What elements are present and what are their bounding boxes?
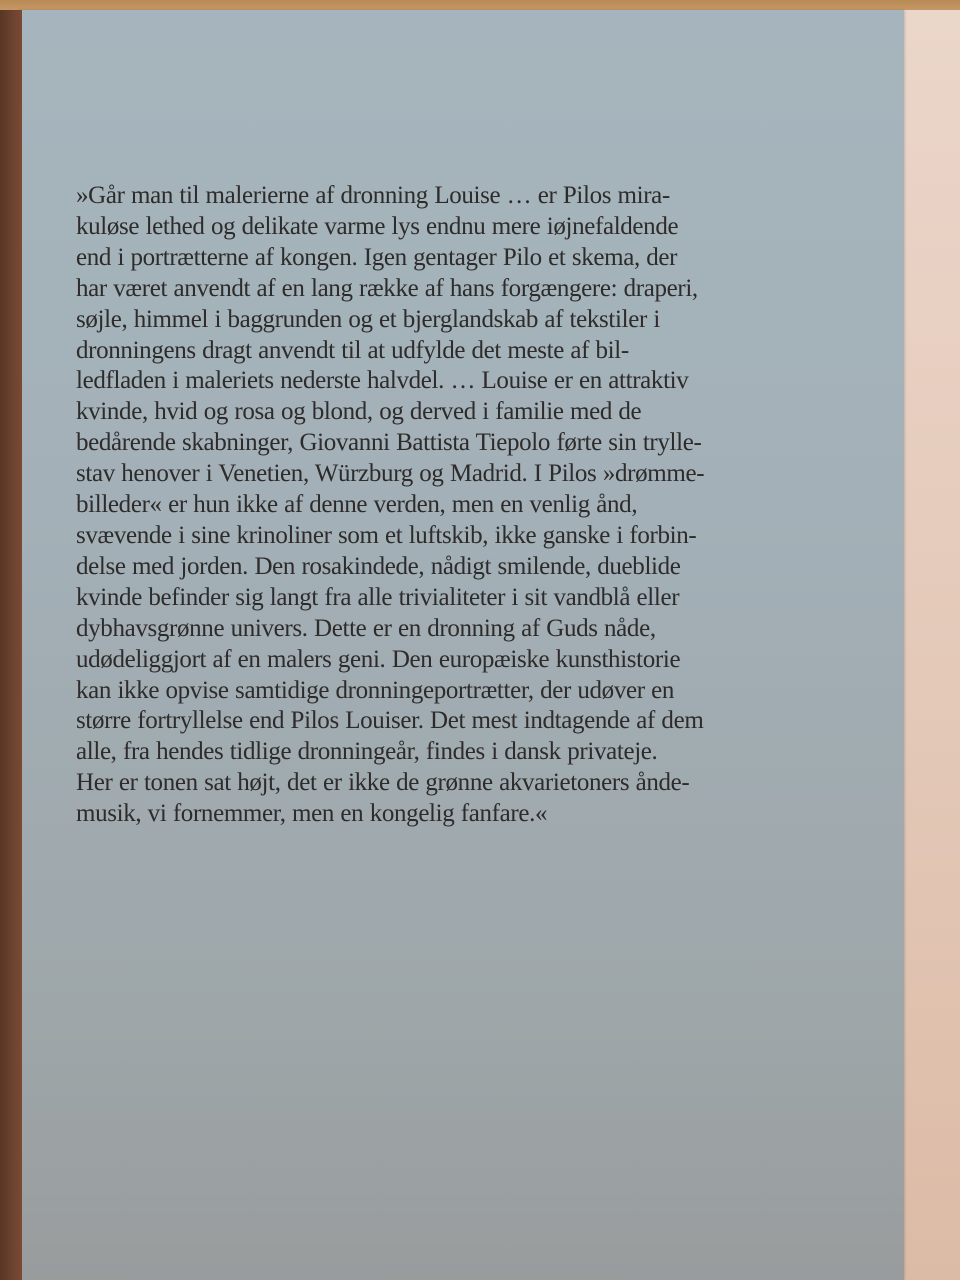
quote-line: kvinde befinder sig langt fra alle trivialiteter i sit vandblå eller bbox=[76, 583, 680, 611]
quote-line: søjle, himmel i baggrunden og et bjerglandskab af tekstiler i bbox=[76, 305, 660, 333]
quote-line: Her er tonen sat højt, det er ikke de grønne akvarietoners ånde- bbox=[76, 769, 690, 797]
book-spine bbox=[0, 10, 22, 1280]
quote-line: alle, fra hendes tidlige dronningeår, findes i dansk privateje. bbox=[76, 738, 658, 766]
quote-line: dybhavsgrønne univers. Dette er en dronning af Guds nåde, bbox=[76, 614, 656, 642]
quote-line: kan ikke opvise samtidige dronningeportrætter, der udøver en bbox=[76, 676, 675, 704]
quote-text-block bbox=[76, 181, 816, 830]
quote-line: svævende i sine krinoliner som et luftskib, ikke ganske i forbin- bbox=[76, 521, 697, 549]
quote-line: musik, vi fornemmer, men en kongelig fanfare.« bbox=[76, 800, 548, 828]
quote-line: billeder« er hun ikke af denne verden, men en venlig ånd, bbox=[76, 491, 638, 519]
quote-line: dronningens dragt anvendt til at udfylde det meste af bil- bbox=[76, 336, 629, 364]
quote-line: end i portrætterne af kongen. Igen gentager Pilo et skema, der bbox=[76, 243, 678, 271]
quote-line: delse med jorden. Den rosakindede, nådigt smilende, dueblide bbox=[76, 552, 681, 580]
quote-line: kuløse lethed og delikate varme lys endnu mere iøjnefaldende bbox=[76, 212, 679, 240]
quote-line: kvinde, hvid og rosa og blond, og derved i familie med de bbox=[76, 398, 642, 426]
quote-line: større fortryllelse end Pilos Louiser. Det mest indtagende af dem bbox=[76, 707, 704, 735]
quote-line: har været anvendt af en lang række af hans forgængere: draperi, bbox=[76, 274, 698, 302]
quote-line: stav henover i Venetien, Würzburg og Madrid. I Pilos »drømme- bbox=[76, 460, 705, 488]
quote-line: bedårende skabninger, Giovanni Battista Tiepolo førte sin trylle- bbox=[76, 429, 702, 457]
quote-line: ledfladen i maleriets nederste halvdel. … Louise er en attraktiv bbox=[76, 367, 689, 395]
quote-line: »Går man til malerierne af dronning Louise … er Pilos mira- bbox=[76, 182, 670, 209]
quote-line: udødeliggjort af en malers geni. Den europæiske kunsthistorie bbox=[76, 645, 681, 673]
